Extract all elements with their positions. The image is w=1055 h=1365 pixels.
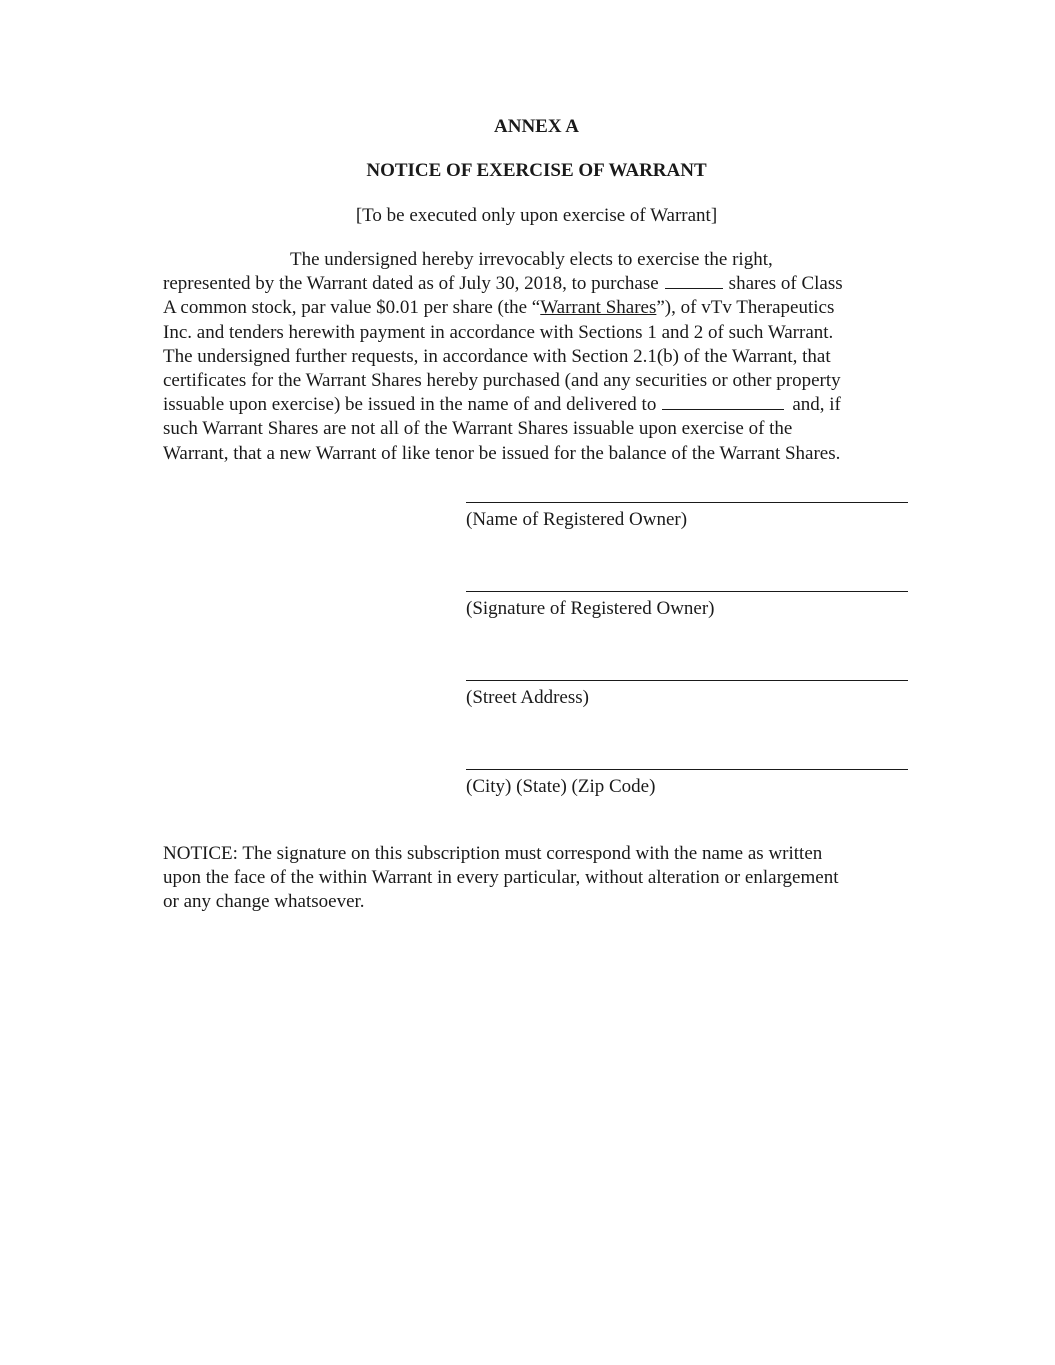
- notice-line: upon the face of the within Warrant in every particular, without alteration or enlargement: [163, 867, 839, 888]
- signature-line[interactable]: [466, 502, 908, 503]
- paragraph-line: The undersigned hereby irrevocably elects to exercise the right,: [290, 249, 773, 270]
- street-address-field: [466, 680, 908, 709]
- paragraph-line: certificates for the Warrant Shares hereby purchased (and any securities or other property: [163, 370, 841, 392]
- field-label: (Name of Registered Owner): [466, 509, 688, 530]
- paragraph-text: A common stock, par value $0.01 per share (the “: [163, 297, 541, 319]
- paragraph-text: shares of Class: [728, 273, 843, 295]
- field-label: (Street Address): [466, 687, 589, 708]
- signature-line[interactable]: [466, 680, 908, 681]
- registered-owner-signature-field: [466, 591, 908, 620]
- signature-line[interactable]: [466, 591, 908, 592]
- field-label: (City) (State) (Zip Code): [466, 776, 656, 797]
- notice-line: or any change whatsoever.: [163, 891, 365, 912]
- paragraph-line: Warrant, that a new Warrant of like tenor be issued for the balance of the Warrant Shares.: [163, 442, 841, 464]
- notice-line: NOTICE: The signature on this subscription must correspond with the name as written: [163, 843, 823, 864]
- paragraph-line: The undersigned further requests, in accordance with Section 2.1(b) of the Warrant, that: [163, 345, 831, 367]
- defined-term: Warrant Shares: [540, 297, 657, 319]
- annex-heading: ANNEX A: [494, 116, 579, 137]
- paragraph-text: represented by the Warrant dated as of July 30, 2018, to purchase: [163, 273, 659, 295]
- paragraph-text: ”), of vTv Therapeutics: [656, 297, 835, 319]
- document-title: NOTICE OF EXERCISE OF WARRANT: [366, 160, 707, 181]
- paragraph-line: [163, 272, 913, 296]
- registered-owner-name-field: [466, 502, 908, 531]
- signature-notice: [163, 842, 923, 914]
- paragraph-line: Inc. and tenders herewith payment in accordance with Sections 1 and 2 of such Warrant.: [163, 321, 834, 343]
- city-state-zip-field: [466, 769, 908, 798]
- shares-blank-field[interactable]: [665, 272, 723, 289]
- execution-instruction: [To be executed only upon exercise of Warrant]: [355, 205, 718, 226]
- exercise-paragraph: [163, 248, 913, 466]
- paragraph-text: and, if: [792, 394, 841, 416]
- paragraph-line: [163, 393, 913, 417]
- paragraph-line: [163, 296, 913, 320]
- delivery-name-blank-field[interactable]: [662, 393, 784, 410]
- paragraph-line: such Warrant Shares are not all of the Warrant Shares issuable upon exercise of the: [163, 418, 793, 440]
- field-label: (Signature of Registered Owner): [466, 598, 715, 619]
- signature-line[interactable]: [466, 769, 908, 770]
- paragraph-text: issuable upon exercise) be issued in the name of and delivered to: [163, 394, 657, 416]
